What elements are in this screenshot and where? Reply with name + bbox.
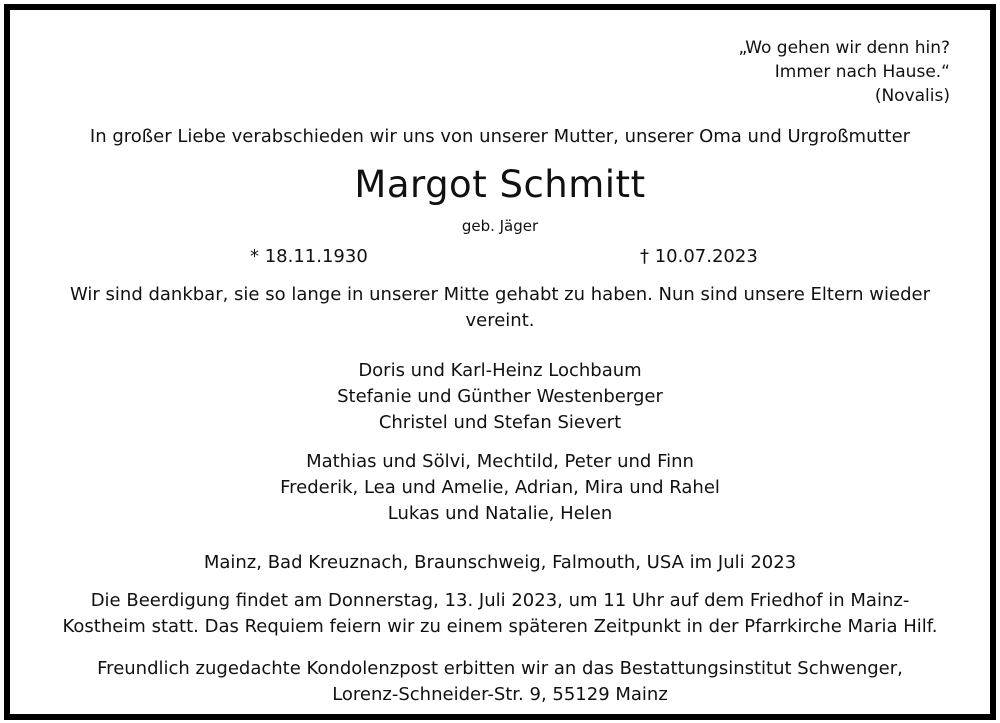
maiden-name: geb. Jäger bbox=[461, 217, 539, 235]
obituary-frame bbox=[4, 4, 996, 720]
grandchildren-entry: Lukas und Natalie, Helen bbox=[387, 503, 613, 524]
condolence-line-2: Lorenz-Schneider-Str. 9, 55129 Mainz bbox=[332, 684, 668, 705]
funeral-line-2: Kostheim statt. Das Requiem feiern wir zu einem späteren Zeitpunkt in der Pfarrkirche Maria Hilf. bbox=[62, 616, 938, 637]
intro-text: In großer Liebe verabschieden wir uns von unserer Mutter, unserer Oma und Urgroßmutter bbox=[89, 126, 911, 147]
children-entry: Stefanie und Günther Westenberger bbox=[337, 386, 663, 407]
grandchildren-list bbox=[10, 449, 990, 527]
birth-date: * 18.11.1930 bbox=[250, 246, 368, 267]
quote-line-1: „Wo gehen wir denn hin? bbox=[738, 38, 950, 58]
children-entry: Christel und Stefan Sievert bbox=[378, 412, 622, 433]
children-entry: Doris und Karl-Heinz Lochbaum bbox=[358, 360, 642, 381]
thanks-line-1: Wir sind dankbar, sie so lange in unserer Mitte gehabt zu haben. Nun sind unsere Eltern wieder bbox=[70, 284, 930, 305]
novalis-quote bbox=[738, 36, 950, 108]
quote-line-2: Immer nach Hause.“ bbox=[774, 62, 950, 82]
deceased-name: Margot Schmitt bbox=[354, 163, 646, 206]
places-and-date: Mainz, Bad Kreuznach, Braunschweig, Falmouth, USA im Juli 2023 bbox=[203, 552, 797, 573]
grandchildren-entry: Frederik, Lea und Amelie, Adrian, Mira und Rahel bbox=[280, 477, 720, 498]
funeral-line-1: Die Beerdigung findet am Donnerstag, 13. Juli 2023, um 11 Uhr auf dem Friedhof in Mainz- bbox=[90, 590, 910, 611]
grandchildren-entry: Mathias und Sölvi, Mechtild, Peter und Finn bbox=[306, 451, 694, 472]
condolence-line-1: Freundlich zugedachte Kondolenzpost erbitten wir an das Bestattungsinstitut Schwenger, bbox=[97, 658, 903, 679]
death-date: † 10.07.2023 bbox=[640, 246, 758, 267]
children-list bbox=[10, 358, 990, 436]
thanks-line-2: vereint. bbox=[465, 310, 535, 331]
quote-author: (Novalis) bbox=[874, 86, 950, 106]
